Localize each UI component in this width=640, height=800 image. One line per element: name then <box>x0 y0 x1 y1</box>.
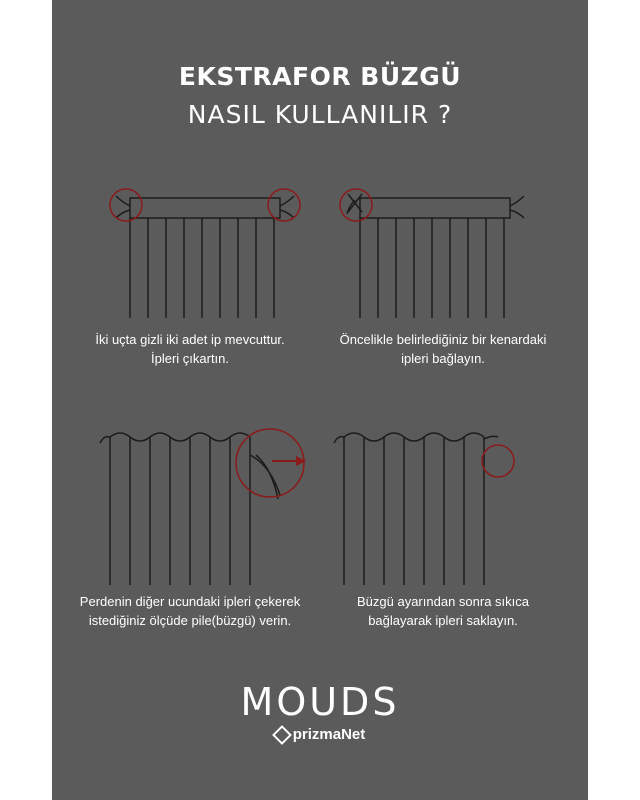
highlight-circle-right <box>268 189 300 221</box>
step-3-text <box>60 592 320 630</box>
highlight-circle-tied <box>482 445 514 477</box>
brand-logo <box>52 680 588 747</box>
step-3-illustration <box>100 425 320 585</box>
step-4-line-1: Büzgü ayarından sonra sıkıca <box>357 594 529 609</box>
brand-sub-text: prizmaNet <box>292 726 366 743</box>
zoom-circle <box>236 429 304 497</box>
step-4-line-2: bağlayarak ipleri saklayın. <box>368 613 518 628</box>
step-1-line-2: İpleri çıkartın. <box>150 351 230 366</box>
step-4-text <box>313 592 573 630</box>
step-2-text <box>313 330 573 368</box>
step-2-illustration <box>330 180 540 320</box>
step-2-line-1: Öncelikle belirlediğiniz bir kenardaki <box>339 332 547 347</box>
brand-subtitle <box>275 726 366 743</box>
step-1-line-1: İki uçta gizli iki adet ip mevcuttur. <box>95 332 285 347</box>
page-title: EKSTRAFOR BÜZGÜ <box>178 62 462 91</box>
prizmanet-logo-icon <box>272 725 292 745</box>
page-subtitle: NASIL KULLANILIR ? <box>187 100 453 129</box>
brand-logo-text: MOUDS <box>240 680 400 724</box>
step-1-illustration <box>100 180 310 320</box>
step-3-line-2: istediğiniz ölçüde pile(büzgü) verin. <box>88 613 292 628</box>
step-3-line-1: Perdenin diğer ucundaki ipleri çekerek <box>79 594 301 609</box>
step-2-line-2: ipleri bağlayın. <box>401 351 485 366</box>
highlight-circle-left <box>110 189 142 221</box>
step-1-text <box>60 330 320 368</box>
step-4-illustration <box>330 425 550 585</box>
